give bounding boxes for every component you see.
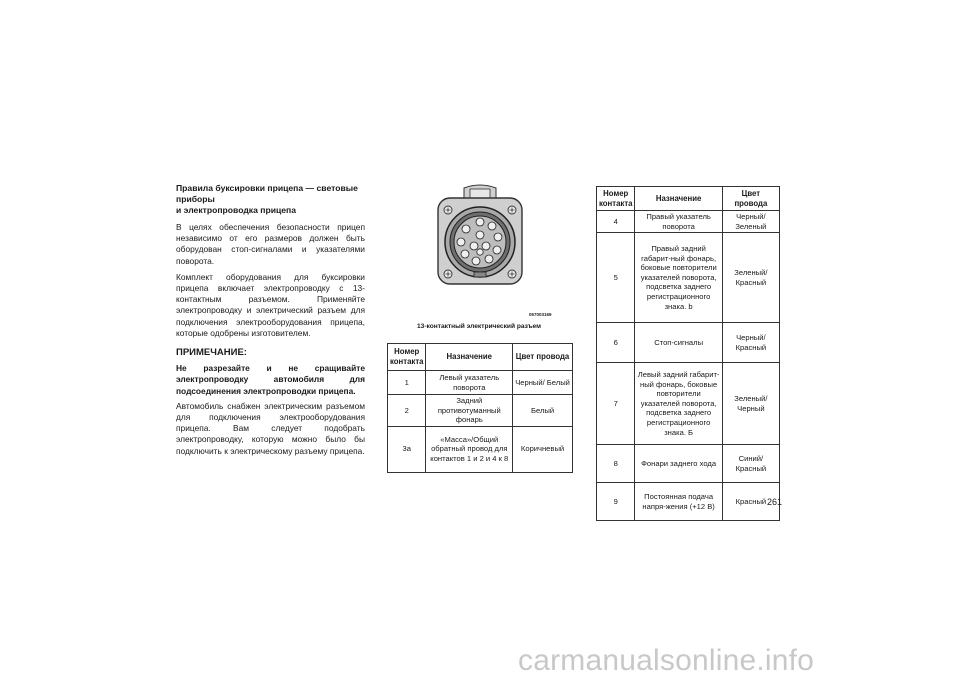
cell-pin: 3a [388, 426, 426, 472]
cell-color: Черный/ Белый [513, 371, 573, 395]
cell-color: Зеленый/ Черный [722, 363, 779, 445]
cell-pin: 1 [388, 371, 426, 395]
cell-purpose: Фонари заднего хода [635, 445, 722, 483]
cell-purpose: Стоп-сигналы [635, 323, 722, 363]
connector-figure [386, 180, 574, 330]
cell-purpose: Правый указатель поворота [635, 211, 722, 233]
note-heading: ПРИМЕЧАНИЕ: [176, 347, 247, 359]
table-row [597, 363, 780, 445]
cell-pin: 7 [597, 363, 635, 445]
cell-purpose: Правый задний габарит-ный фонарь, боковые повторители указателей поворота, подсветка заднего регистрационного знака. b [635, 233, 722, 323]
table-row [597, 233, 780, 323]
paragraph-kit: Комплект оборудования для буксировки прицепа включает электропроводку с 13-контактным разъемом. Применяйте электропроводку и электрический разъем для подключения электрооборудования прицепа, которые одобрены изготовителем. [176, 271, 365, 338]
cell-pin: 5 [597, 233, 635, 323]
cell-purpose: Левый задний габарит-ный фонарь, боковые повторители указателей поворота, подсветка заднего регистрационного знака. Б [635, 363, 722, 445]
cell-purpose: Задний противотуманный фонарь [426, 395, 513, 427]
figure-code: 057003169 [529, 312, 552, 317]
cell-purpose: Постоянная подача напря-жения (+12 В) [635, 483, 722, 521]
cell-pin: 2 [388, 395, 426, 427]
table-header-row [388, 344, 573, 371]
watermark: carmanualsonline.info [518, 644, 815, 677]
cell-pin: 8 [597, 445, 635, 483]
connector-illustration-icon [386, 180, 574, 330]
table-row [388, 371, 573, 395]
note-text: Автомобиль снабжен электрическим разъемом для подключения электрооборудования прицепа. Вам следует подобрать электропроводку, которую можно было бы подключить к электрическому разъему прицепа. [176, 400, 365, 456]
section-title [176, 183, 365, 216]
table-header-row [597, 187, 780, 211]
table-row [597, 445, 780, 483]
note-warning: Не разрезайте и не сращивайте электропроводку автомобиля для подсоединения электропроводки прицепа. [176, 363, 365, 396]
pin-table-2 [596, 186, 783, 521]
cell-color: Красный [722, 483, 779, 521]
page-number: 261 [767, 497, 783, 507]
table-row [388, 395, 573, 427]
cell-color: Черный/ Зеленый [722, 211, 779, 233]
figure-caption: 13-контактный электрический разъем [416, 323, 541, 330]
cell-pin: 9 [597, 483, 635, 521]
table-row [388, 426, 573, 472]
pin-table-1 [387, 343, 573, 473]
cell-color: Коричневый [513, 426, 573, 472]
header-purpose: Назначение [426, 344, 513, 371]
table-row [597, 483, 780, 521]
cell-pin: 4 [597, 211, 635, 233]
text-column [176, 183, 365, 462]
cell-purpose: «Масса»/Общий обратный провод для контактов 1 и 2 и 4 к 8 [426, 426, 513, 472]
cell-pin: 6 [597, 323, 635, 363]
cell-color: Синий/ Красный [722, 445, 779, 483]
cell-color: Зеленый/ Красный [722, 233, 779, 323]
header-purpose: Назначение [635, 187, 722, 211]
section-title-line2: и электропроводка прицепа [176, 205, 297, 215]
header-pin: Номер контакта [597, 187, 635, 211]
header-color: Цвет провода [513, 344, 573, 371]
cell-purpose: Левый указатель поворота [426, 371, 513, 395]
section-title-line1: Правила буксировки прицепа — световые приборы [176, 183, 358, 204]
header-color: Цвет провода [722, 187, 779, 211]
paragraph-safety: В целях обеспечения безопасности прицеп независимо от его размеров должен быть оборудован стоп-сигналами и указателями поворота. [176, 222, 365, 266]
cell-color: Белый [513, 395, 573, 427]
cell-color: Черный/ Красный [722, 323, 779, 363]
table-row [597, 211, 780, 233]
table-row [597, 323, 780, 363]
header-pin: Номер контакта [388, 344, 426, 371]
